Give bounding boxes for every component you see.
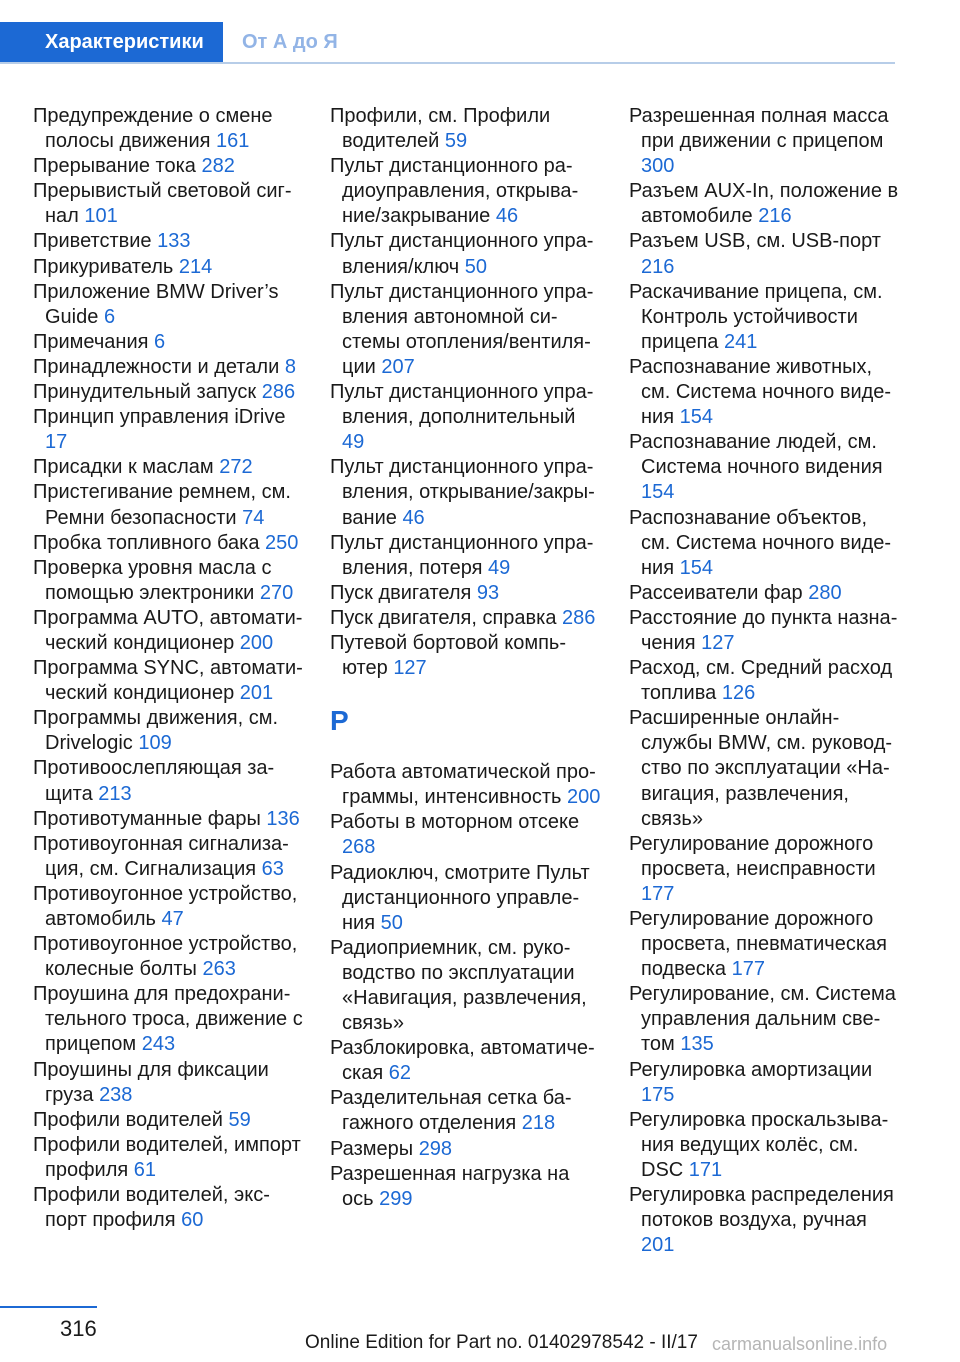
index-entry bbox=[33, 531, 305, 556]
index-entry-text: Распознавание животных, см. Система ночного видения bbox=[629, 355, 892, 429]
page-link[interactable]: 175 bbox=[641, 1083, 675, 1106]
index-entry bbox=[33, 104, 305, 154]
index-entry bbox=[629, 506, 899, 581]
page-link[interactable]: 280 bbox=[808, 581, 842, 604]
index-entry bbox=[629, 355, 899, 430]
index-entry-text: Примечания bbox=[33, 330, 149, 353]
index-entry-text: Принадлежности и детали bbox=[33, 355, 280, 378]
index-entry bbox=[629, 229, 899, 279]
index-entry bbox=[330, 581, 602, 606]
page-link[interactable]: 6 bbox=[103, 305, 116, 328]
index-entry bbox=[33, 656, 305, 706]
index-entry bbox=[629, 581, 899, 606]
page-link[interactable]: 74 bbox=[242, 506, 265, 529]
page-link[interactable]: 216 bbox=[758, 205, 792, 228]
index-entry bbox=[33, 756, 305, 806]
index-entry bbox=[629, 104, 899, 179]
index-entry bbox=[330, 760, 602, 810]
page-number: 316 bbox=[60, 1316, 97, 1341]
page-link[interactable]: 109 bbox=[138, 732, 172, 755]
index-entry bbox=[330, 861, 602, 936]
index-column-3 bbox=[629, 104, 899, 1258]
page-number-rule bbox=[0, 1306, 97, 1308]
index-entry-text: Профили водителей bbox=[33, 1108, 223, 1131]
header-tabbar bbox=[0, 22, 895, 64]
index-entry-text: Принцип управления iDrive bbox=[33, 406, 286, 429]
index-entry bbox=[330, 154, 602, 229]
index-entry bbox=[330, 531, 602, 581]
index-entry-text: Распознавание людей, см. Система ночного видения bbox=[629, 431, 883, 479]
page-link[interactable]: 298 bbox=[418, 1137, 453, 1160]
page-link[interactable]: 59 bbox=[444, 130, 468, 153]
index-entry bbox=[33, 1108, 305, 1133]
index-entry bbox=[629, 1058, 899, 1108]
index-entry-text: Проверка уровня масла с помощью электроники bbox=[33, 556, 272, 604]
index-entry bbox=[330, 280, 602, 380]
page-link[interactable]: 46 bbox=[495, 205, 519, 228]
index-entry-text: Профили водителей, экспорт профиля bbox=[33, 1184, 270, 1232]
index-entry bbox=[330, 1036, 602, 1086]
page-link[interactable]: 62 bbox=[388, 1062, 411, 1085]
index-entry-text: Пульт дистанционного радиоуправления, открывание/закрывание bbox=[330, 155, 579, 228]
index-entry-text: Разъем AUX-In, положение в автомобиле bbox=[629, 180, 899, 228]
edition-footer: Online Edition for Part no. 01402978542 - II/17 bbox=[305, 1332, 698, 1353]
page-link[interactable]: 135 bbox=[680, 1033, 714, 1056]
index-entry bbox=[33, 556, 305, 606]
index-entry-text: Пуск двигателя bbox=[330, 581, 472, 604]
index-entry bbox=[330, 229, 602, 279]
index-entry bbox=[33, 832, 305, 882]
index-entry-text: Противоослепляющая защита bbox=[33, 757, 275, 805]
page-link[interactable]: 127 bbox=[393, 657, 427, 680]
index-entry bbox=[33, 255, 305, 280]
index-entry-text: Радиоприемник, см. руководство по эксплуатации «Навигация, развлечения, связь» bbox=[330, 936, 587, 1035]
page-link[interactable]: 133 bbox=[157, 230, 191, 253]
page-link[interactable]: 270 bbox=[259, 581, 294, 604]
index-entry bbox=[33, 1133, 305, 1183]
index-entry-text: Разъем USB, см. USB-порт bbox=[629, 230, 881, 253]
index-entry-text: Разблокировка, автоматическая bbox=[330, 1037, 595, 1085]
index-entry-text: Расстояние до пункта назначения bbox=[629, 606, 898, 654]
page-link[interactable]: 243 bbox=[141, 1033, 176, 1056]
page-link[interactable]: 201 bbox=[239, 682, 274, 705]
index-entry-text: Противоугонное устройство, колесные болты bbox=[33, 933, 298, 981]
page-link[interactable]: 8 bbox=[284, 355, 296, 378]
index-entry-text: Пульт дистанционного управления, открывание/закрывание bbox=[330, 456, 595, 529]
index-entry-text: Предупреждение о смене полосы движения bbox=[33, 105, 273, 153]
page-link[interactable]: 154 bbox=[679, 406, 713, 429]
page-link[interactable]: 126 bbox=[721, 682, 756, 705]
index-entry-text: Работа автоматической программы, интенсивность bbox=[330, 761, 596, 809]
page-link[interactable]: 299 bbox=[379, 1187, 413, 1210]
page-link[interactable]: 49 bbox=[342, 431, 365, 454]
index-entry-text: Приложение BMW Driver’s Guide bbox=[33, 280, 279, 328]
page-link[interactable]: 17 bbox=[45, 431, 68, 454]
tab-a-to-z[interactable]: От А до Я bbox=[242, 30, 338, 53]
index-entry bbox=[330, 606, 602, 631]
index-entry-text: Размеры bbox=[330, 1137, 414, 1160]
index-entry-text: Радиоключ, смотрите Пульт дистанционного управления bbox=[330, 861, 590, 934]
watermark: carmanualsonline.info bbox=[712, 1334, 888, 1354]
page-link[interactable]: 93 bbox=[476, 581, 500, 604]
index-entry bbox=[33, 1058, 305, 1108]
index-column-2 bbox=[330, 104, 602, 1212]
page-link[interactable]: 250 bbox=[265, 531, 299, 554]
index-entry bbox=[33, 932, 305, 982]
page-link[interactable]: 47 bbox=[161, 908, 184, 930]
index-entry bbox=[629, 907, 899, 982]
index-entry bbox=[330, 810, 602, 860]
tab-characteristics[interactable]: Характеристики bbox=[0, 22, 223, 62]
page-link[interactable]: 218 bbox=[521, 1112, 556, 1135]
page-link[interactable]: 59 bbox=[228, 1108, 251, 1131]
page-link[interactable]: 60 bbox=[181, 1209, 204, 1232]
index-entry-text: Регулирование дорожного просвета, неисправности bbox=[629, 832, 876, 880]
index-entry-text: Программа AUTO, автоматический кондиционер bbox=[33, 606, 303, 654]
index-entry-text: Противоугонная сигнализация, см. Сигнализация bbox=[33, 832, 289, 880]
page-link[interactable]: 241 bbox=[724, 330, 758, 353]
index-entry bbox=[33, 480, 305, 530]
index-entry-text: Регулировка проскальзывания ведущих колёс, см. DSC bbox=[629, 1108, 889, 1181]
index-entry bbox=[330, 936, 602, 1036]
index-entry-text: Пульт дистанционного управления, дополнительный bbox=[330, 381, 594, 429]
index-entry-text: Регулирование дорожного просвета, пневматическая подвеска bbox=[629, 908, 887, 981]
index-entry-text: Расширенные онлайн-службы BMW, см. руководство по эксплуатации «Навигация, развлечения, связь» bbox=[629, 707, 893, 830]
page-link[interactable]: 263 bbox=[202, 958, 236, 981]
page-link[interactable]: 216 bbox=[641, 255, 675, 278]
index-entry-text: Регулировка амортизации bbox=[629, 1058, 873, 1081]
page-link[interactable]: 238 bbox=[99, 1083, 133, 1106]
index-entry-text: Принудительный запуск bbox=[33, 381, 257, 404]
page-link[interactable]: 6 bbox=[154, 330, 166, 353]
page-link[interactable]: 136 bbox=[266, 807, 300, 830]
index-entry-text: Противотуманные фары bbox=[33, 807, 261, 830]
index-entry bbox=[629, 179, 899, 229]
index-entry bbox=[33, 380, 305, 405]
index-entry bbox=[33, 982, 305, 1057]
index-entry bbox=[330, 1162, 602, 1212]
index-entry-text: Пульт дистанционного управления, потеря bbox=[330, 531, 594, 579]
index-entry-text: Программа SYNC, автоматический кондиционер bbox=[33, 657, 303, 705]
index-entry bbox=[330, 1137, 602, 1162]
index-entry-text: Разрешенная нагрузка на ось bbox=[330, 1162, 570, 1210]
index-entry-text: Противоугонное устройство, автомобиль bbox=[33, 882, 298, 930]
page-link[interactable]: 127 bbox=[701, 631, 735, 654]
index-entry-text: Распознавание объектов, см. Система ночного видения bbox=[629, 506, 892, 579]
index-entry-text: Пристегивание ремнем, см. Ремни безопасности bbox=[33, 481, 291, 529]
index-entry bbox=[330, 455, 602, 530]
page-link[interactable]: 207 bbox=[381, 355, 415, 378]
index-entry bbox=[330, 380, 602, 455]
index-entry bbox=[629, 606, 899, 656]
page-link[interactable]: 46 bbox=[402, 506, 425, 529]
page-link[interactable]: 177 bbox=[641, 882, 675, 905]
page-link[interactable]: 61 bbox=[133, 1158, 157, 1181]
index-entry-text: Разрешенная полная масса при движении с прицепом bbox=[629, 105, 889, 153]
index-entry-text: Расход, см. Средний расход топлива bbox=[629, 657, 893, 705]
index-column-1 bbox=[33, 104, 305, 1233]
page-link[interactable]: 50 bbox=[380, 911, 403, 934]
page-link[interactable]: 177 bbox=[731, 958, 765, 981]
page-link[interactable]: 286 bbox=[562, 606, 596, 629]
index-entry bbox=[629, 1108, 899, 1183]
index-entry bbox=[33, 229, 305, 254]
index-entry bbox=[33, 154, 305, 179]
index-entry bbox=[629, 832, 899, 907]
index-entry-text: Пробка топливного бака bbox=[33, 531, 260, 554]
index-entry-text: Разделительная сетка багажного отделения bbox=[330, 1087, 572, 1135]
index-entry bbox=[33, 179, 305, 229]
index-entry bbox=[33, 706, 305, 756]
page-link[interactable]: 200 bbox=[566, 786, 601, 809]
index-entry bbox=[629, 280, 899, 355]
index-entry bbox=[330, 1086, 602, 1136]
page-link[interactable]: 213 bbox=[98, 782, 132, 805]
index-entry bbox=[629, 1183, 899, 1258]
index-entry-text: Программы движения, см. Drivelogic bbox=[33, 707, 279, 755]
index-entry-text: Путевой бортовой компьютер bbox=[330, 631, 567, 680]
page-link[interactable]: 282 bbox=[201, 155, 235, 178]
index-entry-text: Регулирование, см. Система управления дальним светом bbox=[629, 983, 896, 1056]
index-entry-text: Прерывистый световой сигнал bbox=[33, 180, 292, 228]
index-entry-text: Пуск двигателя, справка bbox=[330, 606, 557, 629]
index-entry bbox=[33, 405, 305, 455]
index-entry-text: Прерывание тока bbox=[33, 155, 196, 178]
page-link[interactable]: 272 bbox=[219, 456, 253, 479]
index-entry-text: Профили водителей, импорт профиля bbox=[33, 1133, 301, 1181]
page-link[interactable]: 286 bbox=[261, 381, 296, 404]
page-link[interactable]: 200 bbox=[239, 631, 274, 654]
index-entry bbox=[629, 706, 899, 831]
section-letter: Р bbox=[330, 705, 349, 737]
index-entry-text: Присадки к маслам bbox=[33, 456, 214, 479]
index-entry bbox=[629, 982, 899, 1057]
index-entry bbox=[33, 280, 305, 330]
index-entry bbox=[33, 330, 305, 355]
page-link[interactable]: 300 bbox=[641, 155, 675, 178]
index-entry-text: Проушина для предохранительного троса, движение с прицепом bbox=[33, 983, 303, 1056]
index-entry bbox=[33, 455, 305, 480]
page-link[interactable]: 201 bbox=[641, 1234, 675, 1257]
index-entry-text: Приветствие bbox=[33, 230, 152, 253]
index-entry-text: Пульт дистанционного управления автономной системы отопления/вентиляции bbox=[330, 280, 594, 378]
page-link[interactable]: 101 bbox=[84, 205, 118, 228]
index-entry bbox=[33, 355, 305, 380]
index-entry bbox=[330, 631, 602, 681]
index-entry-text: Прикуриватель bbox=[33, 255, 174, 278]
index-entry bbox=[330, 104, 602, 154]
index-entry-text: Профили, см. Профили водителей bbox=[330, 105, 551, 153]
page-link[interactable]: 268 bbox=[342, 836, 376, 859]
index-entry bbox=[629, 656, 899, 706]
index-entry bbox=[629, 430, 899, 505]
index-entry-text: Рассеиватели фар bbox=[629, 581, 803, 604]
page-link[interactable]: 161 bbox=[216, 130, 250, 153]
page-link[interactable]: 63 bbox=[261, 857, 284, 880]
index-entry-text: Проушины для фиксации груза bbox=[33, 1058, 269, 1106]
index-entry-text: Регулировка распределения потоков воздуха, ручная bbox=[629, 1184, 894, 1232]
page-link[interactable]: 171 bbox=[688, 1158, 723, 1181]
index-entry bbox=[33, 807, 305, 832]
page-link[interactable]: 49 bbox=[487, 556, 511, 579]
index-entry bbox=[33, 606, 305, 656]
index-entry-text: Пульт дистанционного управления/ключ bbox=[330, 230, 594, 278]
page-link[interactable]: 214 bbox=[178, 255, 213, 278]
index-entry bbox=[33, 1183, 305, 1233]
index-entry-text: Работы в моторном отсеке bbox=[330, 811, 580, 834]
page-link[interactable]: 154 bbox=[641, 481, 675, 504]
index-entry bbox=[33, 882, 305, 932]
index-entry-text: Раскачивание прицепа, см. Контроль устойчивости прицепа bbox=[629, 280, 883, 353]
page-link[interactable]: 154 bbox=[679, 556, 713, 579]
page-link[interactable]: 50 bbox=[464, 255, 487, 278]
